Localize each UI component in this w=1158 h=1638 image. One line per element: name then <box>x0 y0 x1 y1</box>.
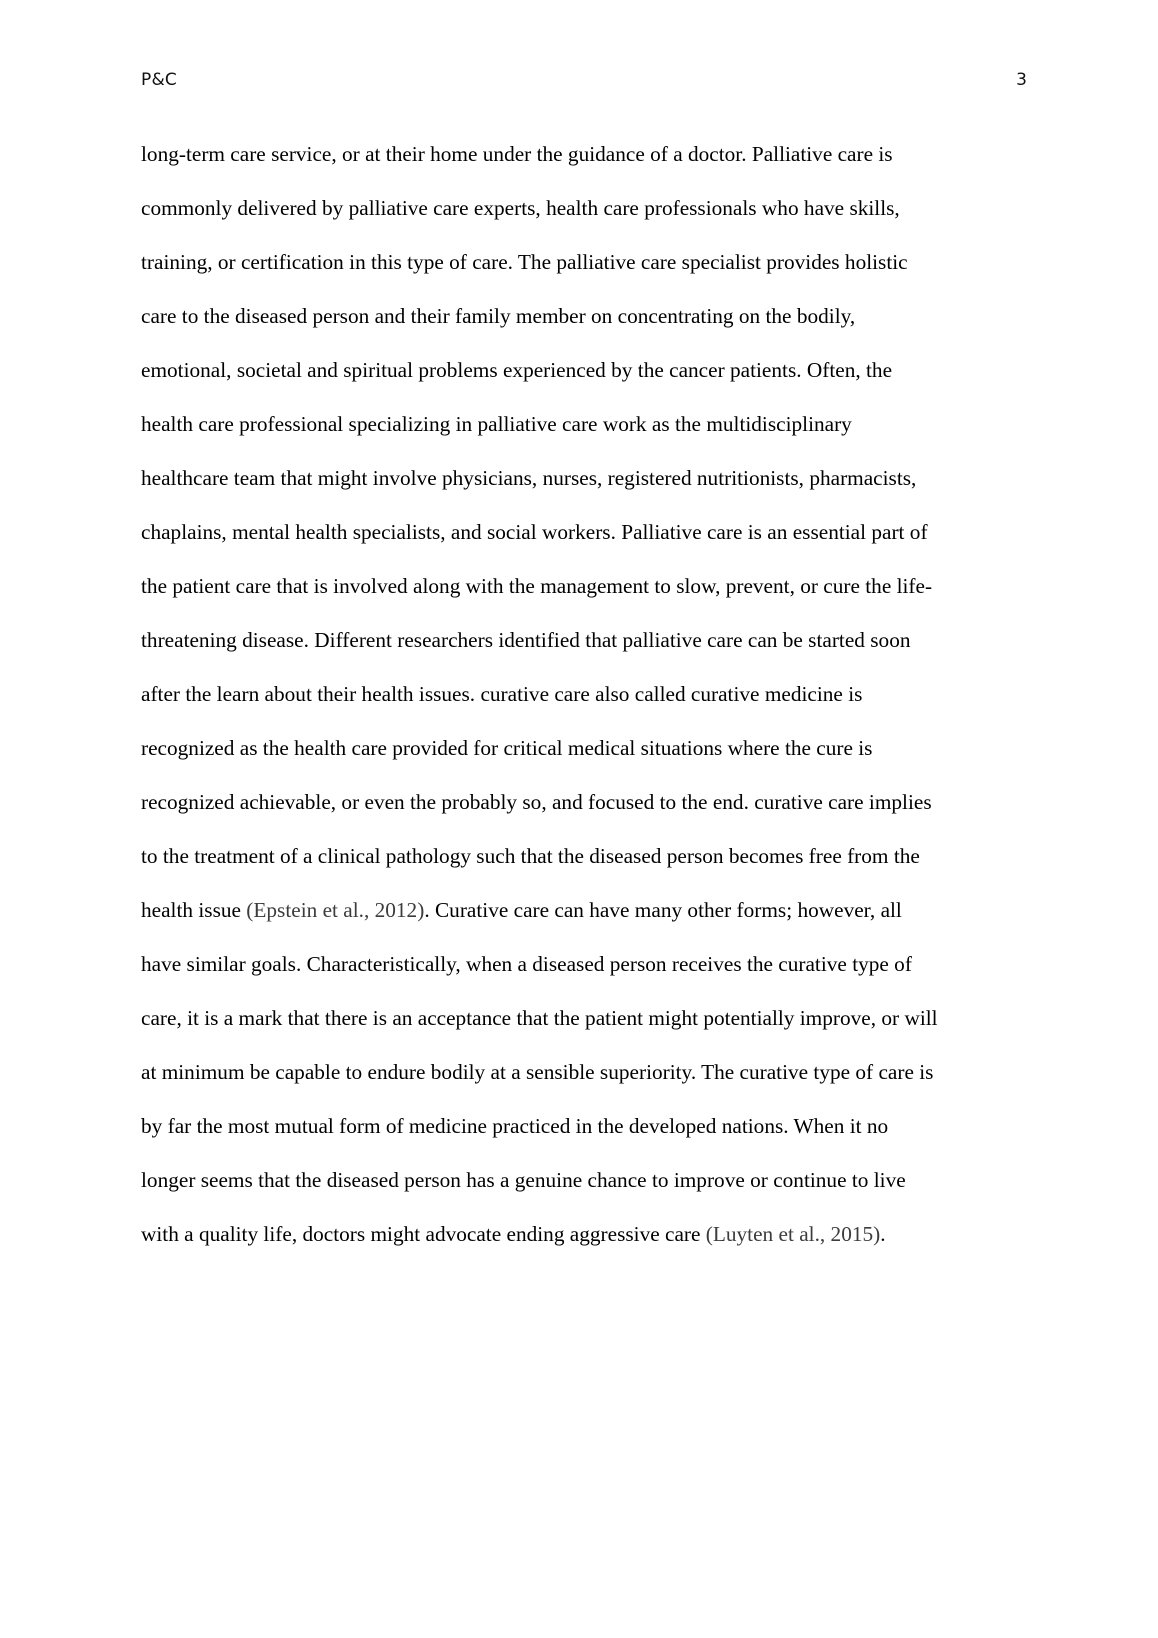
citation-luyten-2015: (Luyten et al., 2015) <box>705 1222 881 1246</box>
text-line-with-citation <box>141 1207 1041 1261</box>
text-line: training, or certification in this type of care. The palliative care specialist provides holistic <box>141 250 908 274</box>
text-line: after the learn about their health issues. curative care also called curative medicine is <box>141 682 863 706</box>
running-head: P&C <box>141 70 177 90</box>
text-line: healthcare team that might involve physicians, nurses, registered nutritionists, pharmacists, <box>141 466 917 490</box>
text-line: by far the most mutual form of medicine practiced in the developed nations. When it no <box>141 1114 889 1138</box>
text-line: care, it is a mark that there is an acceptance that the patient might potentially improve, or will <box>141 1006 938 1030</box>
page-number: 3 <box>1016 70 1027 90</box>
text-segment: . Curative care can have many other forms; however, all <box>424 898 902 922</box>
text-segment: with a quality life, doctors might advocate ending aggressive care <box>141 1222 706 1246</box>
text-line-with-citation <box>141 883 1041 937</box>
text-line: recognized as the health care provided for critical medical situations where the cure is <box>141 736 873 760</box>
citation-epstein-2012: (Epstein et al., 2012) <box>246 898 425 922</box>
text-line: commonly delivered by palliative care experts, health care professionals who have skills, <box>141 196 900 220</box>
text-line: longer seems that the diseased person has a genuine chance to improve or continue to live <box>141 1168 906 1192</box>
text-line: health care professional specializing in palliative care work as the multidisciplinary <box>141 412 852 436</box>
text-line: recognized achievable, or even the probably so, and focused to the end. curative care implies <box>141 790 932 814</box>
text-line: chaplains, mental health specialists, and social workers. Palliative care is an essential part of <box>141 520 928 544</box>
text-line: the patient care that is involved along with the management to slow, prevent, or cure the life- <box>141 574 933 598</box>
text-line: emotional, societal and spiritual problems experienced by the cancer patients. Often, the <box>141 358 893 382</box>
text-line: have similar goals. Characteristically, when a diseased person receives the curative type of <box>141 952 912 976</box>
text-line: to the treatment of a clinical pathology such that the diseased person becomes free from the <box>141 844 920 868</box>
text-line: care to the diseased person and their family member on concentrating on the bodily, <box>141 304 856 328</box>
text-segment: health issue <box>141 898 247 922</box>
text-line: long-term care service, or at their home under the guidance of a doctor. Palliative care is <box>141 142 893 166</box>
body-paragraph <box>141 127 1041 1261</box>
text-line: threatening disease. Different researchers identified that palliative care can be started soon <box>141 628 911 652</box>
text-line: at minimum be capable to endure bodily at a sensible superiority. The curative type of care is <box>141 1060 934 1084</box>
text-segment: . <box>880 1222 886 1246</box>
